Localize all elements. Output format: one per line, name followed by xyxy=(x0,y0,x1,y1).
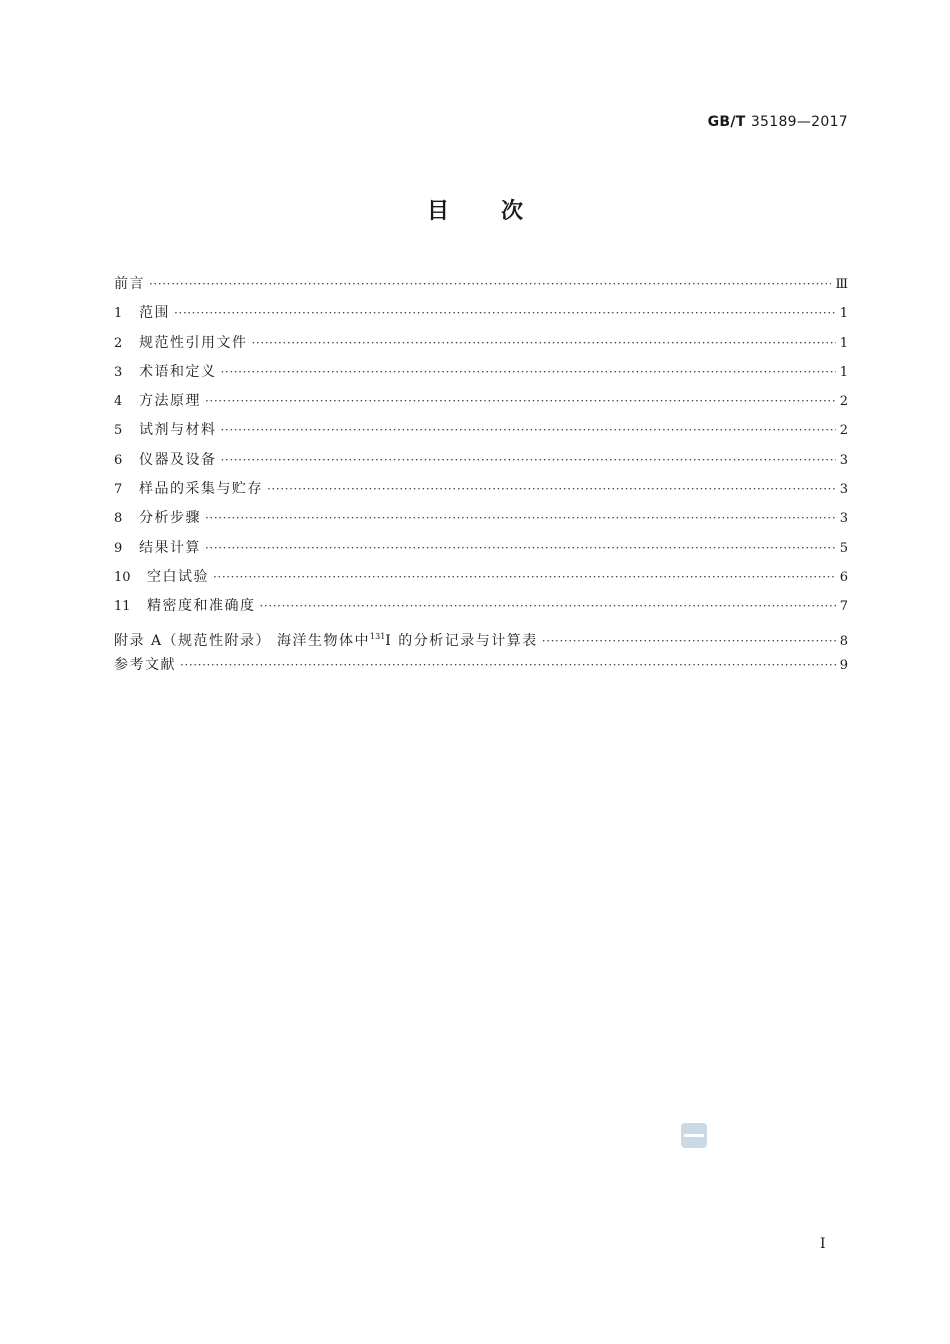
toc-entry-label: 仪器及设备 xyxy=(139,451,217,468)
toc-entry-precision[interactable] xyxy=(114,592,848,621)
dot-leader xyxy=(213,563,836,592)
toc-entry-label: 结果计算 xyxy=(139,539,201,556)
toc-entry-number: 4 xyxy=(114,394,123,410)
toc-entry-normative-references[interactable] xyxy=(114,329,848,358)
toc-entry-page: 5 xyxy=(839,540,848,556)
toc-entry-appendix-a[interactable] xyxy=(114,622,848,651)
toc-entry-page: 3 xyxy=(839,511,848,527)
toc-entry-calculation[interactable] xyxy=(114,534,848,563)
toc-entry-label: 精密度和准确度 xyxy=(147,598,256,615)
dot-leader xyxy=(221,446,836,475)
toc-entry-number: 8 xyxy=(114,511,123,527)
toc-entry-number: 7 xyxy=(114,482,123,498)
dot-leader xyxy=(205,534,836,563)
toc-entry-page: 7 xyxy=(839,599,848,615)
toc-entry-page: 3 xyxy=(839,482,848,498)
standard-prefix: GB/T xyxy=(707,114,746,130)
toc-entry-number: 9 xyxy=(114,540,123,556)
standard-code xyxy=(708,114,848,130)
toc-entry-page: 9 xyxy=(839,657,848,673)
sac-logo-icon xyxy=(681,1123,707,1148)
appendix-label-prefix: 附录 A（规范性附录） 海洋生物体中 xyxy=(114,632,371,649)
toc-entry-number: 10 xyxy=(114,569,131,585)
dot-leader xyxy=(174,299,836,328)
toc-entry-bibliography[interactable] xyxy=(114,651,848,680)
dot-leader xyxy=(221,416,836,445)
isotope-mass-number: 131 xyxy=(370,631,386,641)
toc-entry-page: 6 xyxy=(839,569,848,585)
toc-entry-page: 2 xyxy=(839,423,848,439)
toc-entry-procedure[interactable] xyxy=(114,504,848,533)
toc-entry-number: 11 xyxy=(114,599,131,615)
dot-leader xyxy=(252,329,836,358)
dot-leader xyxy=(180,651,836,680)
dot-leader xyxy=(267,475,836,504)
dot-leader xyxy=(149,270,831,299)
dot-leader xyxy=(221,358,836,387)
toc-entry-label: 试剂与材料 xyxy=(139,422,217,439)
toc-title: 目次 xyxy=(426,199,575,224)
toc-entry-page: 3 xyxy=(839,452,848,468)
toc-entry-label: 参考文献 xyxy=(114,656,176,673)
toc-entry-foreword[interactable] xyxy=(114,270,848,299)
appendix-label-suffix: I 的分析记录与计算表 xyxy=(385,632,538,649)
toc-entry-label: 前言 xyxy=(114,276,145,292)
toc-entry-apparatus[interactable] xyxy=(114,446,848,475)
toc-entry-label: 术语和定义 xyxy=(139,363,217,380)
toc-entry-label: 分析步骤 xyxy=(139,510,201,527)
toc-entry-page: 1 xyxy=(839,364,848,380)
toc-entry-page: Ⅲ xyxy=(835,277,848,292)
toc-entry-label: 范围 xyxy=(139,305,170,322)
toc-entry-reagents[interactable] xyxy=(114,416,848,445)
toc-entry-label: 规范性引用文件 xyxy=(139,334,248,351)
page-number: I xyxy=(820,1236,826,1252)
toc-entry-scope[interactable] xyxy=(114,299,848,328)
toc-entry-page: 1 xyxy=(839,335,848,351)
toc-entry-page: 8 xyxy=(839,633,848,649)
dot-leader xyxy=(205,504,836,533)
toc-entry-page: 2 xyxy=(839,394,848,410)
toc-entry-blank-test[interactable] xyxy=(114,563,848,592)
toc-entry-page: 1 xyxy=(839,306,848,322)
toc-entry-number: 2 xyxy=(114,335,123,351)
toc-entry-number: 1 xyxy=(114,306,123,322)
toc-entry-label: 空白试验 xyxy=(147,568,209,585)
dot-leader xyxy=(260,592,836,621)
standard-number: 35189—2017 xyxy=(750,114,848,130)
toc-entry-label: 方法原理 xyxy=(139,393,201,410)
toc-entry-principle[interactable] xyxy=(114,387,848,416)
dot-leader xyxy=(205,387,836,416)
toc-entry-number: 3 xyxy=(114,364,123,380)
toc-entry-number: 5 xyxy=(114,423,123,439)
toc-entry-number: 6 xyxy=(114,452,123,468)
table-of-contents xyxy=(114,270,848,680)
toc-entry-label: 样品的采集与贮存 xyxy=(139,481,263,498)
toc-entry-sampling[interactable] xyxy=(114,475,848,504)
toc-entry-terms[interactable] xyxy=(114,358,848,387)
